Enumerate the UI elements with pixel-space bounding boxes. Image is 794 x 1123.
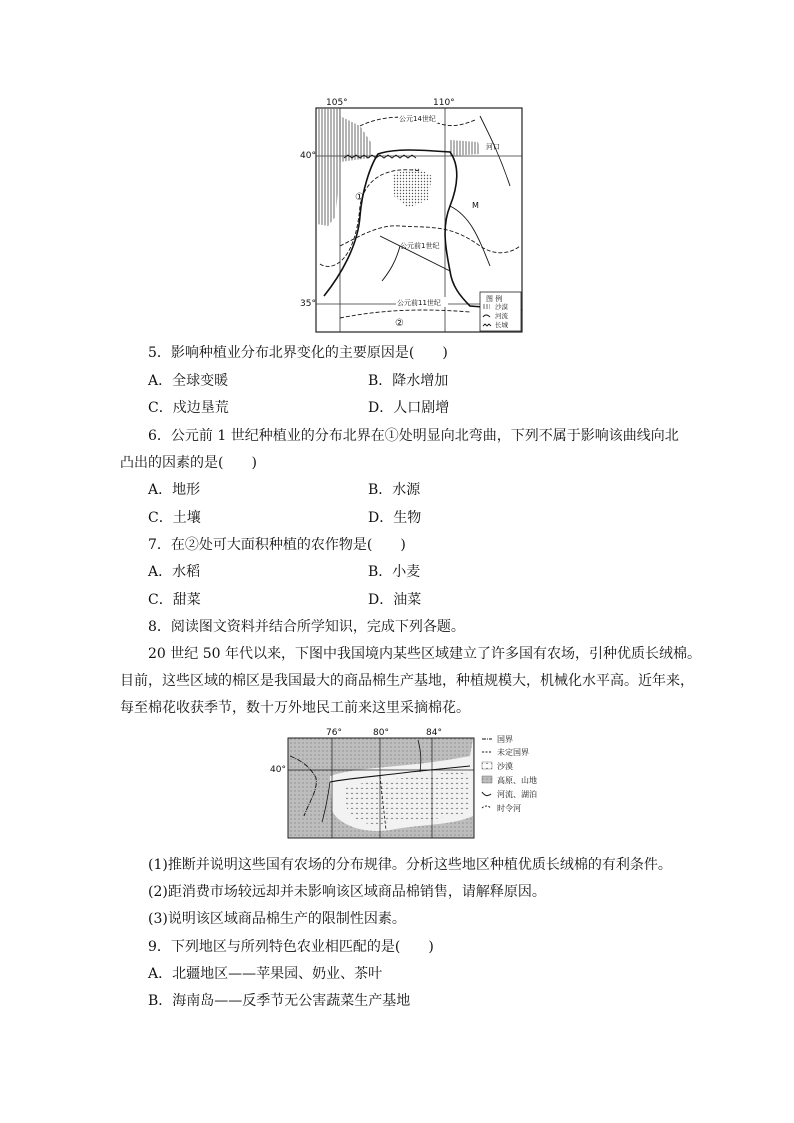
legend-mountain-swatch (482, 776, 492, 783)
lon-label-110: 110° (433, 98, 455, 108)
q8-stem: 8．阅读图文资料并结合所学知识，完成下列各题。 (148, 619, 465, 635)
q8-subquestion-1: (1)推断并说明这些国有农场的分布规律。分析这些地区种植优质长绒棉的有利条件。 (148, 857, 672, 873)
legend-desert: 沙漠 (495, 303, 508, 311)
q9-stem: 9．下列地区与所列特色农业相匹配的是( ) (148, 939, 434, 955)
legend-seasonal-river: 时令河 (497, 804, 521, 813)
map1-svg (300, 96, 526, 336)
legend-river: 河流 (495, 312, 508, 320)
q7-stem: 7．在②处可大面积种植的农作物是( ) (148, 537, 406, 553)
q8-subquestion-2: (2)距消费市场较远却并未影响该区域商品棉销售，请解释原因。 (148, 884, 546, 900)
q7-option-b: B．小麦 (368, 564, 421, 580)
desert-hekou (450, 140, 480, 156)
label-11th-century-bc: 公元前11世纪 (397, 299, 441, 307)
legend-plateau-mountain: 高原、山地 (497, 776, 537, 785)
legend-desert-swatch (483, 304, 490, 309)
legend-desert: 沙漠 (497, 762, 513, 771)
lon-label-84: 84° (426, 728, 442, 738)
q7-option-c: C．甜菜 (148, 592, 201, 608)
q6-option-a: A．地形 (148, 482, 201, 498)
label-1st-century-bc: 公元前1世纪 (400, 242, 440, 250)
legend-desert-swatch (482, 762, 492, 769)
q7-option-a: A．水稻 (148, 564, 201, 580)
legend-river-lake: 河流、湖泊 (497, 790, 537, 799)
q8-subquestion-3: (3)说明该区域商品棉生产的限制性因素。 (148, 911, 406, 927)
q5-option-d: D．人口剧增 (368, 400, 450, 416)
lat-label-40: 40° (300, 151, 316, 161)
legend-title: 图 例 (486, 295, 503, 303)
q8-paragraph-line1: 20 世纪 50 年代以来，下图中我国境内某些区域建立了许多国有农场，引种优质长绒棉。 (148, 646, 701, 662)
historical-farming-boundary-map (300, 96, 526, 336)
label-14th-century: 公元14世纪 (399, 115, 436, 123)
legend-river-swatch (482, 792, 491, 796)
q7-option-d: D．油菜 (368, 592, 422, 608)
legend-national-border: 国界 (497, 735, 513, 744)
legend-undetermined-border: 未定国界 (497, 748, 529, 757)
map2-svg (270, 726, 560, 840)
q6-stem-line1: 6．公元前 1 世纪种植业的分布北界在①处明显向北弯曲，下列不属于影响该曲线向北 (148, 428, 679, 444)
xinjiang-cotton-map (270, 726, 560, 840)
q5-option-a: A．全球变暖 (148, 373, 229, 389)
lat-label-40: 40° (270, 765, 286, 775)
label-hekou: 河口 (486, 143, 500, 151)
lon-label-76: 76° (326, 728, 342, 738)
q6-option-b: B．水源 (368, 482, 421, 498)
lat-label-35: 35° (300, 299, 316, 309)
label-m: M (472, 201, 479, 210)
legend-seasonal-river-swatch (482, 806, 491, 808)
legend-great-wall: 长城 (495, 321, 508, 329)
q9-option-b: B．海南岛——反季节无公害蔬菜生产基地 (148, 993, 411, 1009)
lon-label-105: 105° (326, 98, 348, 108)
q6-stem-line2: 凸出的因素的是( ) (120, 455, 257, 471)
q8-paragraph-line3: 每至棉花收获季节，数十万外地民工前来这里采摘棉花。 (120, 700, 470, 716)
label-circle-2: ② (395, 318, 404, 329)
q8-paragraph-line2: 目前，这些区域的棉区是我国最大的商品棉生产基地，种植规模大，机械化水平高。近年来， (120, 673, 694, 689)
q6-option-d: D．生物 (368, 510, 422, 526)
q5-option-b: B．降水增加 (368, 373, 449, 389)
lon-label-80: 80° (373, 728, 389, 738)
q6-option-c: C．土壤 (148, 510, 201, 526)
q5-stem: 5．影响种植业分布北界变化的主要原因是( ) (148, 345, 448, 361)
map2-legend (482, 735, 537, 813)
q5-option-c: C．戍边垦荒 (148, 400, 229, 416)
label-circle-1: ① (355, 192, 364, 203)
q9-option-a: A．北疆地区——苹果园、奶业、茶叶 (148, 966, 383, 982)
